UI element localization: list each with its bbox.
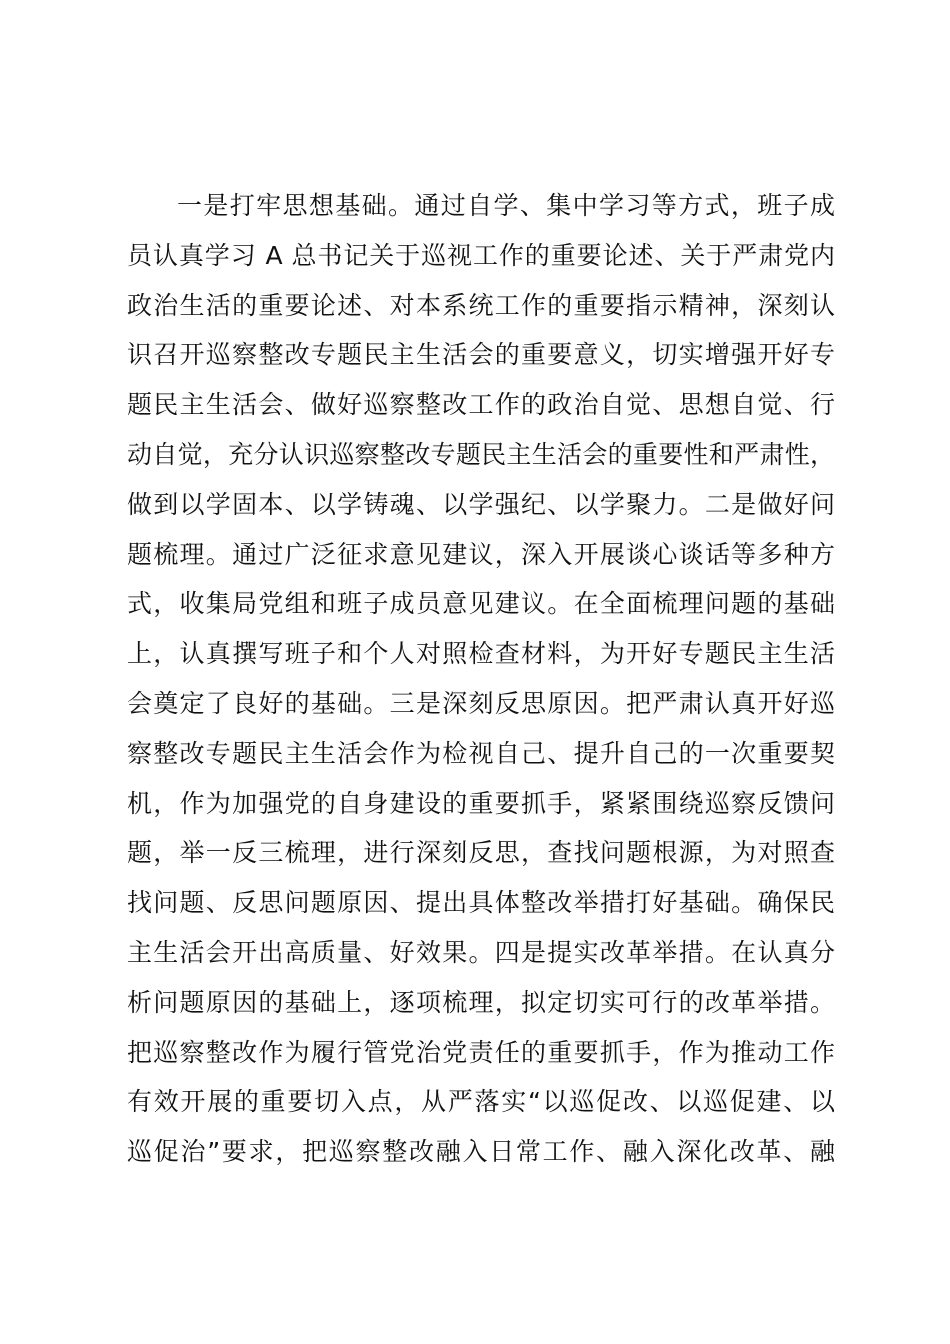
text-line-15: 找问题、反思问题原因、提出具体整改举措打好基础。确保民 <box>127 888 835 918</box>
text-line-1: 一是打牢思想基础。通过自学、集中学习等方式，班子成 <box>177 191 835 220</box>
text-line-18: 把巡察整改作为履行管党治党责任的重要抓手，作为推动工作 <box>127 1037 835 1067</box>
text-line-3: 政治生活的重要论述、对本系统工作的重要指示精神，深刻认 <box>127 290 835 320</box>
text-line-8: 题梳理。通过广泛征求意见建议，深入开展谈心谈话等多种方 <box>127 539 835 569</box>
text-line-19: 有效开展的重要切入点，从严落实“以巡促改、以巡促建、以 <box>127 1087 835 1117</box>
text-line-16: 主生活会开出高质量、好效果。四是提实改革举措。在认真分 <box>127 937 835 967</box>
text-line-4: 识召开巡察整改专题民主生活会的重要意义，切实增强开好专 <box>127 340 835 370</box>
text-line-9: 式，收集局党组和班子成员意见建议。在全面梳理问题的基础 <box>127 589 835 619</box>
text-line-12: 察整改专题民主生活会作为检视自己、提升自己的一次重要契 <box>127 738 835 768</box>
body-paragraph <box>127 181 835 1177</box>
text-line-11: 会奠定了良好的基础。三是深刻反思原因。把严肃认真开好巡 <box>127 688 835 718</box>
text-line-5: 题民主生活会、做好巡察整改工作的政治自觉、思想自觉、行 <box>127 390 835 420</box>
text-line-14: 题，举一反三梳理，进行深刻反思，查找问题根源，为对照查 <box>127 838 835 868</box>
text-line-13: 机，作为加强党的自身建设的重要抓手，紧紧围绕巡察反馈问 <box>127 788 835 818</box>
text-line-6: 动自觉，充分认识巡察整改专题民主生活会的重要性和严肃性， <box>127 439 835 469</box>
text-line-2: 员认真学习 A 总书记关于巡视工作的重要论述、关于严肃党内 <box>127 240 835 270</box>
text-line-7: 做到以学固本、以学铸魂、以学强纪、以学聚力。二是做好问 <box>127 489 835 519</box>
text-line-20: 巡促治”要求，把巡察整改融入日常工作、融入深化改革、融 <box>127 1137 835 1167</box>
text-line-17: 析问题原因的基础上，逐项梳理，拟定切实可行的改革举措。 <box>127 987 835 1017</box>
text-line-10: 上，认真撰写班子和个人对照检查材料，为开好专题民主生活 <box>127 639 835 669</box>
